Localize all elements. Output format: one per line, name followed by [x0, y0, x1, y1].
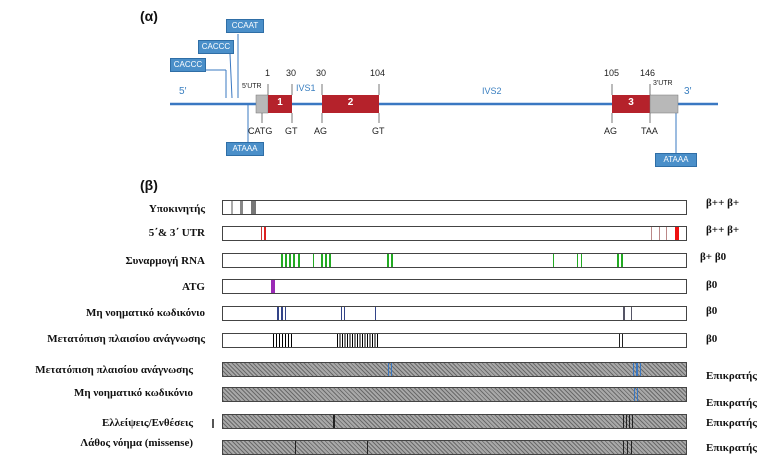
panel-a-label: (α): [140, 8, 158, 24]
track-frameshift-dominant: [222, 362, 687, 377]
utr5-block: [256, 95, 268, 113]
site-ag-2: AG: [604, 126, 618, 136]
row-class-nonsense: β0: [706, 305, 718, 317]
row-label-indel: Ελλείψεις/Ενθέσεις: [101, 417, 193, 429]
row-label-missense: Λάθος νόημα (missense): [80, 437, 193, 449]
ivs2-label: IVS2: [482, 86, 502, 96]
ccaat-box: CCAAT: [226, 19, 264, 33]
three-prime-label: 3′: [684, 86, 692, 97]
site-gt-2: GT: [372, 126, 385, 136]
row-class-splicing: β+ β0: [700, 251, 727, 263]
row-class-promoter: β++ β+: [706, 197, 740, 209]
pos-30b: 30: [316, 68, 327, 78]
caccc1-leader: [230, 54, 232, 98]
caccc-box-1: CACCC: [198, 40, 234, 54]
utr3-block: [650, 95, 678, 113]
exon-3-label: 3: [628, 97, 634, 108]
row-class-missense: Επικρατής: [706, 442, 757, 454]
exon-1-label: 1: [277, 97, 283, 108]
row-label-nonsense-dominant: Μη νοηματικό κωδικόνιο: [73, 387, 193, 399]
row-label-frameshift: Μετατόπιση πλαισίου ανάγνωσης: [47, 333, 205, 345]
row-label-promoter: Υποκινητής: [148, 203, 205, 215]
track-frameshift: [222, 333, 687, 348]
site-taa: TAA: [641, 126, 658, 136]
ataaa-box-left: ATAAA: [226, 142, 264, 156]
site-ag-1: AG: [314, 126, 328, 136]
track-nonsense: [222, 306, 687, 321]
ataaa-box-right: ATAAA: [655, 153, 697, 167]
row-class-indel: Επικρατής: [706, 417, 757, 429]
row-label-nonsense: Μη νοηματικό κωδικόνιο: [85, 307, 205, 319]
site-catg: CATG: [248, 126, 273, 136]
row-class-frameshift: β0: [706, 333, 718, 345]
exon-2-label: 2: [347, 97, 354, 108]
pos-105: 105: [604, 68, 620, 78]
utr5-label: 5'UTR: [242, 83, 262, 90]
pos-104: 104: [370, 68, 386, 78]
row-label-frameshift-dominant: Μετατόπιση πλαισίου ανάγνωσης: [35, 364, 193, 376]
track-atg: [222, 279, 687, 294]
row-label-utr: 5΄& 3΄ UTR: [148, 227, 205, 239]
pos-1: 1: [265, 68, 271, 78]
caccc-box-2: CACCC: [170, 58, 206, 72]
row-class-frameshift-dominant: Επικρατής: [706, 370, 757, 382]
row-class-nonsense-dominant: Επικρατής: [706, 397, 757, 409]
row-label-atg: ATG: [181, 281, 205, 293]
track-indel: [222, 414, 687, 429]
five-prime-label: 5′: [179, 86, 187, 97]
row-class-atg: β0: [706, 279, 718, 291]
ivs1-label: IVS1: [296, 83, 316, 93]
track-splicing: [222, 253, 687, 268]
row-label-splicing: Συναρμογή RNA: [125, 255, 205, 267]
stray-mark: [212, 419, 214, 428]
pos-146: 146: [640, 68, 656, 78]
track-missense: [222, 440, 687, 455]
track-utr: [222, 226, 687, 241]
panel-b-label: (β): [140, 177, 158, 193]
pos-30a: 30: [286, 68, 297, 78]
site-gt-1: GT: [285, 126, 298, 136]
row-class-utr: β++ β+: [706, 224, 740, 236]
track-promoter: [222, 200, 687, 215]
track-nonsense-dominant: [222, 387, 687, 402]
utr3-label: 3'UTR: [653, 80, 673, 87]
